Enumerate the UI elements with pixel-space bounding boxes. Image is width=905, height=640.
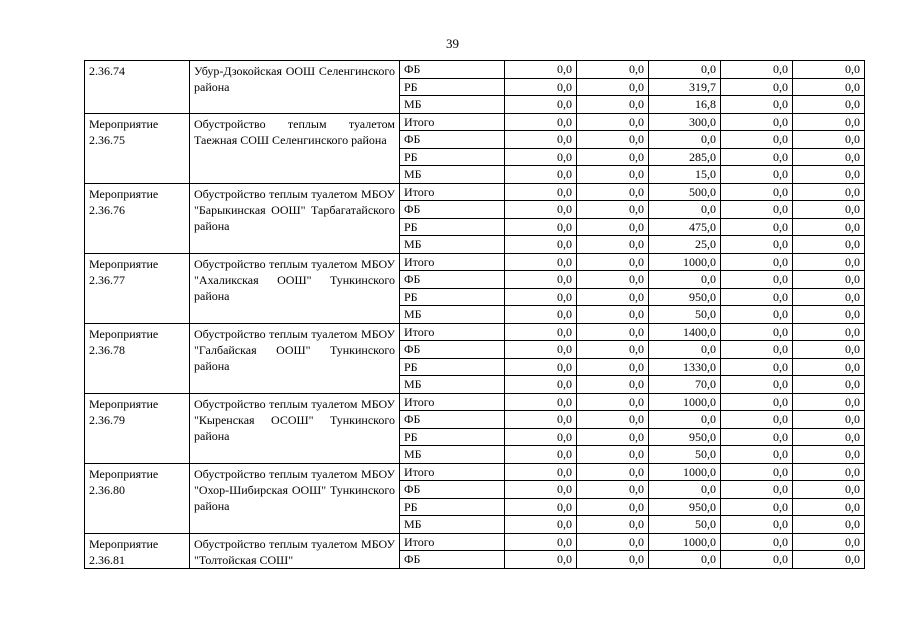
amount-cell: 0,0 xyxy=(721,183,793,201)
funding-source-cell: МБ xyxy=(400,516,505,534)
funding-source-cell: ФБ xyxy=(400,481,505,499)
measure-name-cell: Обустройство теплым туалетом МБОУ "Кыренская ОСОШ" Тункинского района xyxy=(190,393,400,463)
amount-cell: 0,0 xyxy=(577,218,649,236)
budget-table-body xyxy=(85,61,865,569)
amount-cell: 0,0 xyxy=(793,271,865,289)
amount-cell: 950,0 xyxy=(649,498,721,516)
table-row xyxy=(85,113,865,131)
funding-source-cell: МБ xyxy=(400,236,505,254)
amount-cell: 0,0 xyxy=(721,78,793,96)
funding-source-cell: ФБ xyxy=(400,201,505,219)
amount-cell: 0,0 xyxy=(721,306,793,324)
table-row xyxy=(85,253,865,271)
amount-cell: 0,0 xyxy=(577,236,649,254)
amount-cell: 0,0 xyxy=(721,358,793,376)
amount-cell: 300,0 xyxy=(649,113,721,131)
funding-source-cell: ФБ xyxy=(400,551,505,569)
amount-cell: 0,0 xyxy=(649,271,721,289)
amount-cell: 0,0 xyxy=(793,218,865,236)
amount-cell: 1400,0 xyxy=(649,323,721,341)
funding-source-cell: РБ xyxy=(400,358,505,376)
table-row xyxy=(85,533,865,551)
amount-cell: 0,0 xyxy=(649,551,721,569)
funding-source-cell: Итого xyxy=(400,323,505,341)
amount-cell: 0,0 xyxy=(505,323,577,341)
amount-cell: 0,0 xyxy=(505,253,577,271)
amount-cell: 0,0 xyxy=(577,131,649,149)
amount-cell: 0,0 xyxy=(505,166,577,184)
amount-cell: 0,0 xyxy=(793,323,865,341)
amount-cell: 0,0 xyxy=(505,498,577,516)
amount-cell: 0,0 xyxy=(505,113,577,131)
amount-cell: 1000,0 xyxy=(649,533,721,551)
amount-cell: 0,0 xyxy=(793,551,865,569)
amount-cell: 0,0 xyxy=(793,463,865,481)
measure-name-cell: Обустройство теплым туалетом МБОУ "Барыкинская ООШ" Тарбагатайского района xyxy=(190,183,400,253)
funding-source-cell: Итого xyxy=(400,463,505,481)
amount-cell: 0,0 xyxy=(505,271,577,289)
amount-cell: 0,0 xyxy=(577,78,649,96)
amount-cell: 0,0 xyxy=(577,516,649,534)
amount-cell: 0,0 xyxy=(505,428,577,446)
table-row xyxy=(85,323,865,341)
amount-cell: 0,0 xyxy=(577,166,649,184)
funding-source-cell: МБ xyxy=(400,96,505,114)
amount-cell: 0,0 xyxy=(721,393,793,411)
amount-cell: 25,0 xyxy=(649,236,721,254)
amount-cell: 0,0 xyxy=(721,236,793,254)
amount-cell: 0,0 xyxy=(577,481,649,499)
amount-cell: 0,0 xyxy=(721,498,793,516)
amount-cell: 0,0 xyxy=(649,61,721,79)
amount-cell: 950,0 xyxy=(649,428,721,446)
amount-cell: 0,0 xyxy=(793,183,865,201)
table-row xyxy=(85,393,865,411)
amount-cell: 0,0 xyxy=(721,376,793,394)
measure-name-cell: Обустройство теплым туалетом МБОУ "Охор-Шибирская ООШ" Тункинского района xyxy=(190,463,400,533)
amount-cell: 0,0 xyxy=(721,288,793,306)
amount-cell: 1330,0 xyxy=(649,358,721,376)
amount-cell: 0,0 xyxy=(721,201,793,219)
amount-cell: 0,0 xyxy=(649,201,721,219)
amount-cell: 0,0 xyxy=(721,113,793,131)
funding-source-cell: ФБ xyxy=(400,411,505,429)
amount-cell: 0,0 xyxy=(577,428,649,446)
amount-cell: 16,8 xyxy=(649,96,721,114)
amount-cell: 0,0 xyxy=(793,166,865,184)
amount-cell: 0,0 xyxy=(505,148,577,166)
amount-cell: 0,0 xyxy=(649,411,721,429)
amount-cell: 0,0 xyxy=(577,306,649,324)
amount-cell: 0,0 xyxy=(793,341,865,359)
amount-cell: 0,0 xyxy=(505,393,577,411)
amount-cell: 0,0 xyxy=(577,463,649,481)
amount-cell: 0,0 xyxy=(793,481,865,499)
amount-cell: 0,0 xyxy=(577,551,649,569)
funding-source-cell: ФБ xyxy=(400,131,505,149)
amount-cell: 500,0 xyxy=(649,183,721,201)
amount-cell: 0,0 xyxy=(793,253,865,271)
amount-cell: 0,0 xyxy=(649,481,721,499)
amount-cell: 0,0 xyxy=(721,481,793,499)
measure-name-cell: Убур-Дзокойская ООШ Селенгинского района xyxy=(190,61,400,114)
amount-cell: 319,7 xyxy=(649,78,721,96)
amount-cell: 0,0 xyxy=(577,358,649,376)
amount-cell: 0,0 xyxy=(577,533,649,551)
amount-cell: 950,0 xyxy=(649,288,721,306)
funding-source-cell: МБ xyxy=(400,376,505,394)
amount-cell: 0,0 xyxy=(793,533,865,551)
amount-cell: 0,0 xyxy=(577,148,649,166)
amount-cell: 0,0 xyxy=(721,516,793,534)
measure-code-cell: Мероприятие 2.36.81 xyxy=(85,533,190,568)
measure-name-cell: Обустройство теплым туалетом МБОУ "Толтойская СОШ" xyxy=(190,533,400,568)
amount-cell: 475,0 xyxy=(649,218,721,236)
table-row xyxy=(85,183,865,201)
amount-cell: 0,0 xyxy=(721,463,793,481)
funding-source-cell: Итого xyxy=(400,533,505,551)
amount-cell: 0,0 xyxy=(721,253,793,271)
amount-cell: 0,0 xyxy=(721,551,793,569)
amount-cell: 0,0 xyxy=(721,61,793,79)
amount-cell: 0,0 xyxy=(577,341,649,359)
amount-cell: 15,0 xyxy=(649,166,721,184)
funding-source-cell: РБ xyxy=(400,498,505,516)
funding-source-cell: Итого xyxy=(400,393,505,411)
amount-cell: 0,0 xyxy=(505,358,577,376)
amount-cell: 0,0 xyxy=(505,446,577,464)
amount-cell: 0,0 xyxy=(793,148,865,166)
amount-cell: 0,0 xyxy=(793,428,865,446)
amount-cell: 0,0 xyxy=(793,61,865,79)
amount-cell: 0,0 xyxy=(577,61,649,79)
measure-code-cell: 2.36.74 xyxy=(85,61,190,114)
amount-cell: 0,0 xyxy=(505,411,577,429)
amount-cell: 1000,0 xyxy=(649,393,721,411)
amount-cell: 0,0 xyxy=(793,131,865,149)
amount-cell: 0,0 xyxy=(577,288,649,306)
amount-cell: 0,0 xyxy=(577,376,649,394)
measure-code-cell: Мероприятие 2.36.75 xyxy=(85,113,190,183)
amount-cell: 0,0 xyxy=(577,446,649,464)
funding-source-cell: Итого xyxy=(400,183,505,201)
amount-cell: 0,0 xyxy=(793,393,865,411)
amount-cell: 0,0 xyxy=(721,341,793,359)
amount-cell: 0,0 xyxy=(793,516,865,534)
measure-code-cell: Мероприятие 2.36.80 xyxy=(85,463,190,533)
amount-cell: 50,0 xyxy=(649,306,721,324)
amount-cell: 0,0 xyxy=(577,113,649,131)
amount-cell: 0,0 xyxy=(793,498,865,516)
measure-name-cell: Обустройство теплым туалетом МБОУ "Ахаликская ООШ" Тункинского района xyxy=(190,253,400,323)
amount-cell: 0,0 xyxy=(505,201,577,219)
amount-cell: 0,0 xyxy=(721,411,793,429)
amount-cell: 0,0 xyxy=(577,201,649,219)
funding-source-cell: МБ xyxy=(400,446,505,464)
amount-cell: 0,0 xyxy=(505,463,577,481)
amount-cell: 1000,0 xyxy=(649,253,721,271)
funding-source-cell: МБ xyxy=(400,306,505,324)
amount-cell: 0,0 xyxy=(721,446,793,464)
amount-cell: 285,0 xyxy=(649,148,721,166)
funding-source-cell: РБ xyxy=(400,288,505,306)
amount-cell: 0,0 xyxy=(577,393,649,411)
amount-cell: 0,0 xyxy=(721,131,793,149)
measure-code-cell: Мероприятие 2.36.76 xyxy=(85,183,190,253)
amount-cell: 0,0 xyxy=(721,148,793,166)
funding-source-cell: РБ xyxy=(400,148,505,166)
amount-cell: 0,0 xyxy=(505,341,577,359)
amount-cell: 0,0 xyxy=(793,446,865,464)
amount-cell: 0,0 xyxy=(793,113,865,131)
funding-source-cell: МБ xyxy=(400,166,505,184)
table-row xyxy=(85,61,865,79)
funding-source-cell: ФБ xyxy=(400,341,505,359)
amount-cell: 0,0 xyxy=(577,411,649,429)
amount-cell: 0,0 xyxy=(793,306,865,324)
amount-cell: 0,0 xyxy=(505,61,577,79)
amount-cell: 0,0 xyxy=(505,183,577,201)
amount-cell: 0,0 xyxy=(721,271,793,289)
amount-cell: 0,0 xyxy=(505,218,577,236)
amount-cell: 0,0 xyxy=(793,96,865,114)
amount-cell: 50,0 xyxy=(649,446,721,464)
measure-code-cell: Мероприятие 2.36.78 xyxy=(85,323,190,393)
amount-cell: 1000,0 xyxy=(649,463,721,481)
measure-name-cell: Обустройство теплым туалетом МБОУ "Галбайская ООШ" Тункинского района xyxy=(190,323,400,393)
amount-cell: 0,0 xyxy=(793,411,865,429)
amount-cell: 0,0 xyxy=(505,306,577,324)
amount-cell: 50,0 xyxy=(649,516,721,534)
amount-cell: 0,0 xyxy=(505,288,577,306)
amount-cell: 0,0 xyxy=(721,166,793,184)
amount-cell: 0,0 xyxy=(577,323,649,341)
amount-cell: 0,0 xyxy=(505,516,577,534)
funding-source-cell: РБ xyxy=(400,218,505,236)
amount-cell: 0,0 xyxy=(505,533,577,551)
measure-name-cell: Обустройство теплым туалетом Таежная СОШ Селенгинского района xyxy=(190,113,400,183)
budget-table xyxy=(84,60,865,569)
measure-code-cell: Мероприятие 2.36.77 xyxy=(85,253,190,323)
amount-cell: 0,0 xyxy=(505,131,577,149)
amount-cell: 0,0 xyxy=(577,96,649,114)
amount-cell: 0,0 xyxy=(721,428,793,446)
amount-cell: 0,0 xyxy=(505,96,577,114)
amount-cell: 0,0 xyxy=(505,551,577,569)
amount-cell: 0,0 xyxy=(577,271,649,289)
amount-cell: 0,0 xyxy=(721,218,793,236)
amount-cell: 0,0 xyxy=(721,323,793,341)
amount-cell: 0,0 xyxy=(721,96,793,114)
measure-code-cell: Мероприятие 2.36.79 xyxy=(85,393,190,463)
amount-cell: 0,0 xyxy=(793,358,865,376)
amount-cell: 0,0 xyxy=(793,236,865,254)
amount-cell: 0,0 xyxy=(577,498,649,516)
funding-source-cell: РБ xyxy=(400,428,505,446)
amount-cell: 0,0 xyxy=(793,78,865,96)
amount-cell: 0,0 xyxy=(505,236,577,254)
amount-cell: 0,0 xyxy=(505,376,577,394)
funding-source-cell: РБ xyxy=(400,78,505,96)
amount-cell: 0,0 xyxy=(505,78,577,96)
amount-cell: 0,0 xyxy=(577,253,649,271)
amount-cell: 0,0 xyxy=(505,481,577,499)
amount-cell: 0,0 xyxy=(649,341,721,359)
amount-cell: 0,0 xyxy=(649,131,721,149)
amount-cell: 0,0 xyxy=(577,183,649,201)
amount-cell: 0,0 xyxy=(793,376,865,394)
funding-source-cell: ФБ xyxy=(400,61,505,79)
amount-cell: 0,0 xyxy=(721,533,793,551)
page-number: 39 xyxy=(446,36,459,51)
amount-cell: 0,0 xyxy=(793,288,865,306)
table-row xyxy=(85,463,865,481)
funding-source-cell: ФБ xyxy=(400,271,505,289)
funding-source-cell: Итого xyxy=(400,113,505,131)
amount-cell: 70,0 xyxy=(649,376,721,394)
amount-cell: 0,0 xyxy=(793,201,865,219)
funding-source-cell: Итого xyxy=(400,253,505,271)
